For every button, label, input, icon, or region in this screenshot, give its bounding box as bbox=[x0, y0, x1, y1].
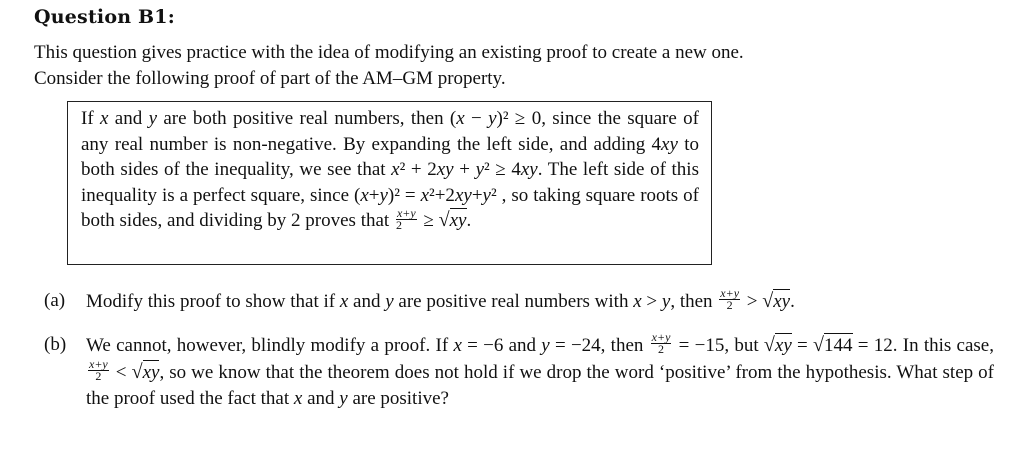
fraction-x-plus-y-over-2: $\frac{x+y}{2}$ bbox=[720, 286, 740, 313]
sqrt-xy: √xy bbox=[438, 209, 467, 232]
fraction-x-plus-y-over-2: $\frac{x+y}{2}$ bbox=[651, 330, 671, 357]
fraction-x-plus-y-over-2: $\frac{x+y}{2}$ bbox=[89, 357, 108, 384]
question-intro bbox=[34, 40, 994, 92]
sqrt-144: √144 bbox=[813, 334, 853, 356]
part-b bbox=[44, 332, 994, 412]
sqrt-xy: √xy bbox=[762, 290, 791, 312]
intro-line-2: Consider the following proof of part of the AM–GM property. bbox=[34, 68, 506, 89]
part-b-label: (b) bbox=[44, 334, 67, 355]
intro-line-1: This question gives practice with the idea of modifying an existing proof to create a new one. bbox=[34, 42, 744, 63]
part-a bbox=[44, 288, 994, 315]
sqrt-xy: √xy bbox=[131, 361, 160, 383]
fraction-x-plus-y-over-2: $\frac{x+y}{2}$ bbox=[395, 205, 416, 232]
question-title: Question B1: bbox=[34, 6, 175, 28]
sqrt-xy: √xy bbox=[763, 334, 792, 356]
part-b-text: We cannot, however, blindly modify a proof. If x = −6 and y = −24, then $\frac{x+y}{2}$ = −15, but √xy = √144 = 12. In this case, $\frac{x+y}{2}$ < √xy, so we know that the theorem does not hold if we drop the word ‘positive’ from the hypothesis. What step of the proof used the fact that x and y are positive? bbox=[86, 330, 995, 409]
proof-box bbox=[67, 101, 712, 265]
part-a-label: (a) bbox=[44, 290, 66, 311]
part-a-text: Modify this proof to show that if x and y are positive real numbers with x > y, then $\frac{x+y}{2}$ > √xy. bbox=[86, 286, 795, 313]
proof-text: If x and y are both positive real numbers, then (x − y)² ≥ 0, since the square of any real number is non-negative. By expanding the left side, and adding 4xy to both sides of the inequality, we see that x² + 2xy + y² ≥ 4xy. The left side of this inequality is a perfect square, since (x+y)² = x²+2xy+y² , so taking square roots of both sides, and dividing by 2 proves that $\frac{x+y}{2}$ ≥ √xy. bbox=[81, 108, 700, 232]
